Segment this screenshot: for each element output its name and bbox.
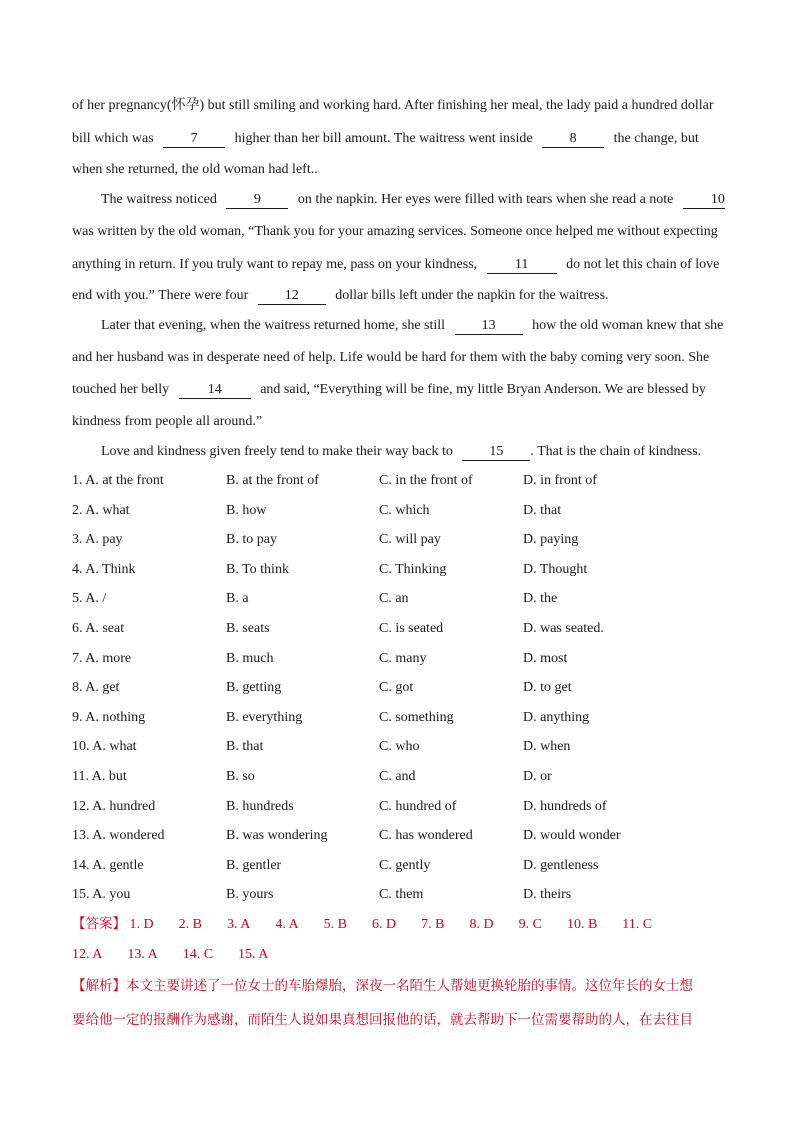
option-a: 9. A. nothing (72, 710, 146, 725)
option-b: B. so (226, 769, 255, 784)
passage-text: anything in return. If you truly want to repay me, pass on your kindness, (72, 257, 478, 272)
answer-item: 12. A (72, 947, 103, 962)
passage-text: . That is the chain of kindness. (530, 444, 702, 459)
passage-text: was written by the old woman, “Thank you for your amazing services. Someone once helped me without expecting (72, 224, 718, 239)
option-a: 2. A. what (72, 503, 130, 518)
passage-text: the change, but (613, 131, 699, 146)
passage-line (101, 191, 725, 209)
blank-12: 12 (258, 288, 326, 305)
option-b: B. was wondering (226, 828, 328, 843)
blank-8: 8 (542, 131, 604, 148)
blank-10: 10 (683, 192, 725, 209)
option-b: B. yours (226, 887, 274, 902)
blank-7: 7 (163, 131, 225, 148)
option-b: B. to pay (226, 532, 277, 547)
option-c: C. hundred of (379, 799, 457, 814)
option-d: D. would wonder (523, 828, 621, 843)
option-c: C. got (379, 680, 414, 695)
option-c: C. has wondered (379, 828, 473, 843)
answer-item: 5. B (323, 917, 347, 932)
answer-item: 6. D (372, 917, 397, 932)
blank-15: 15 (462, 444, 530, 461)
passage-line (72, 97, 714, 115)
option-d: D. the (523, 591, 558, 606)
passage-line (72, 413, 262, 431)
option-d: D. theirs (523, 887, 572, 902)
passage-line (72, 223, 718, 241)
option-b: B. at the front of (226, 473, 319, 488)
passage-line (72, 349, 709, 367)
option-a: 7. A. more (72, 651, 132, 666)
option-d: D. to get (523, 680, 572, 695)
option-d: D. anything (523, 710, 590, 725)
option-c: C. many (379, 651, 427, 666)
analysis-text: 要给他一定的报酬作为感谢，而陌生人说如果真想回报他的话，就去帮助下一位需要帮助的人，在去往目 (72, 1012, 693, 1028)
option-b: B. a (226, 591, 249, 606)
answer-item: 2. B (178, 917, 202, 932)
answer-item: 1. D (129, 917, 154, 932)
option-b: B. that (226, 739, 264, 754)
answer-item: 15. A (238, 947, 269, 962)
blank-13: 13 (455, 318, 523, 335)
option-a: 3. A. pay (72, 532, 123, 547)
option-c: C. which (379, 503, 430, 518)
option-c: C. something (379, 710, 454, 725)
passage-text: of her pregnancy(怀孕) but still smiling and working hard. After finishing her meal, the lady paid a hundred dollar (72, 98, 714, 113)
answer-values (72, 947, 268, 962)
option-a: 10. A. what (72, 739, 137, 754)
answer-item: 7. B (421, 917, 445, 932)
answer-row (72, 946, 268, 964)
option-c: C. and (379, 769, 416, 784)
option-b: B. To think (226, 562, 289, 577)
passage-text: how the old woman knew that she (532, 318, 724, 333)
answer-item: 14. C (182, 947, 214, 962)
option-b: B. much (226, 651, 274, 666)
passage-line (72, 287, 609, 305)
option-d: D. when (523, 739, 571, 754)
option-b: B. how (226, 503, 267, 518)
passage-text: bill which was (72, 131, 154, 146)
passage-text: when she returned, the old woman had left.. (72, 162, 318, 177)
option-b: B. getting (226, 680, 282, 695)
option-d: D. paying (523, 532, 579, 547)
option-a: 1. A. at the front (72, 473, 164, 488)
passage-text: on the napkin. Her eyes were filled with tears when she read a note (297, 192, 674, 207)
option-d: D. gentleness (523, 858, 599, 873)
passage-text: end with you.” There were four (72, 288, 249, 303)
passage-text: The waitress noticed (101, 192, 217, 207)
analysis-label: 【解析】 (72, 978, 126, 994)
option-a: 15. A. you (72, 887, 131, 902)
option-a: 8. A. get (72, 680, 120, 695)
blank-9: 9 (226, 192, 288, 209)
option-d: D. that (523, 503, 562, 518)
answer-item: 9. C (518, 917, 542, 932)
option-a: 14. A. gentle (72, 858, 144, 873)
answer-values (130, 917, 653, 932)
option-d: D. hundreds of (523, 799, 607, 814)
passage-text: do not let this chain of love (566, 257, 720, 272)
option-a: 12. A. hundred (72, 799, 156, 814)
option-b: B. gentler (226, 858, 282, 873)
option-c: C. an (379, 591, 409, 606)
option-a: 6. A. seat (72, 621, 125, 636)
passage-text: dollar bills left under the napkin for the waitress. (335, 288, 609, 303)
answer-row (72, 915, 652, 934)
option-a: 13. A. wondered (72, 828, 165, 843)
option-c: C. will pay (379, 532, 441, 547)
option-c: C. who (379, 739, 420, 754)
answer-item: 11. C (622, 917, 653, 932)
option-b: B. hundreds (226, 799, 294, 814)
passage-text: Love and kindness given freely tend to make their way back to (101, 444, 453, 459)
answer-item: 13. A (127, 947, 158, 962)
option-c: C. them (379, 887, 424, 902)
option-b: B. seats (226, 621, 270, 636)
option-d: D. or (523, 769, 552, 784)
passage-line (72, 161, 318, 179)
answer-item: 3. A (226, 917, 251, 932)
answer-item: 4. A (275, 917, 299, 932)
passage-line (72, 130, 699, 148)
analysis-row (72, 1011, 693, 1029)
blank-11: 11 (487, 257, 557, 274)
passage-text: kindness from people all around.” (72, 414, 263, 429)
option-d: D. Thought (523, 562, 588, 577)
option-a: 4. A. Think (72, 562, 136, 577)
passage-text: Later that evening, when the waitress returned home, she still (101, 318, 446, 333)
passage-text: and said, “Everything will be fine, my little Bryan Anderson. We are blessed by (260, 382, 706, 397)
passage-text: and her husband was in desperate need of help. Life would be hard for them with the baby coming very soon. She (72, 350, 710, 365)
passage-line (101, 443, 701, 461)
option-a: 5. A. / (72, 591, 107, 606)
blank-14: 14 (179, 382, 251, 399)
analysis-row (72, 977, 693, 995)
option-c: C. gently (379, 858, 431, 873)
option-d: D. in front of (523, 473, 597, 488)
passage-line (101, 317, 723, 335)
answer-item: 8. D (469, 917, 494, 932)
option-a: 11. A. but (72, 769, 127, 784)
passage-text: touched her belly (72, 382, 170, 397)
option-d: D. most (523, 651, 568, 666)
option-c: C. is seated (379, 621, 444, 636)
option-c: C. Thinking (379, 562, 447, 577)
answer-item: 10. B (566, 917, 598, 932)
option-d: D. was seated. (523, 621, 604, 636)
option-b: B. everything (226, 710, 303, 725)
passage-line (72, 256, 719, 274)
option-c: C. in the front of (379, 473, 473, 488)
passage-text: higher than her bill amount. The waitress went inside (234, 131, 533, 146)
analysis-text: 本文主要讲述了一位女士的车胎爆胎，深夜一名陌生人帮她更换轮胎的事情。这位年长的女士想 (126, 978, 693, 994)
answer-label: 【答案】 (72, 916, 126, 932)
passage-line (72, 381, 706, 399)
